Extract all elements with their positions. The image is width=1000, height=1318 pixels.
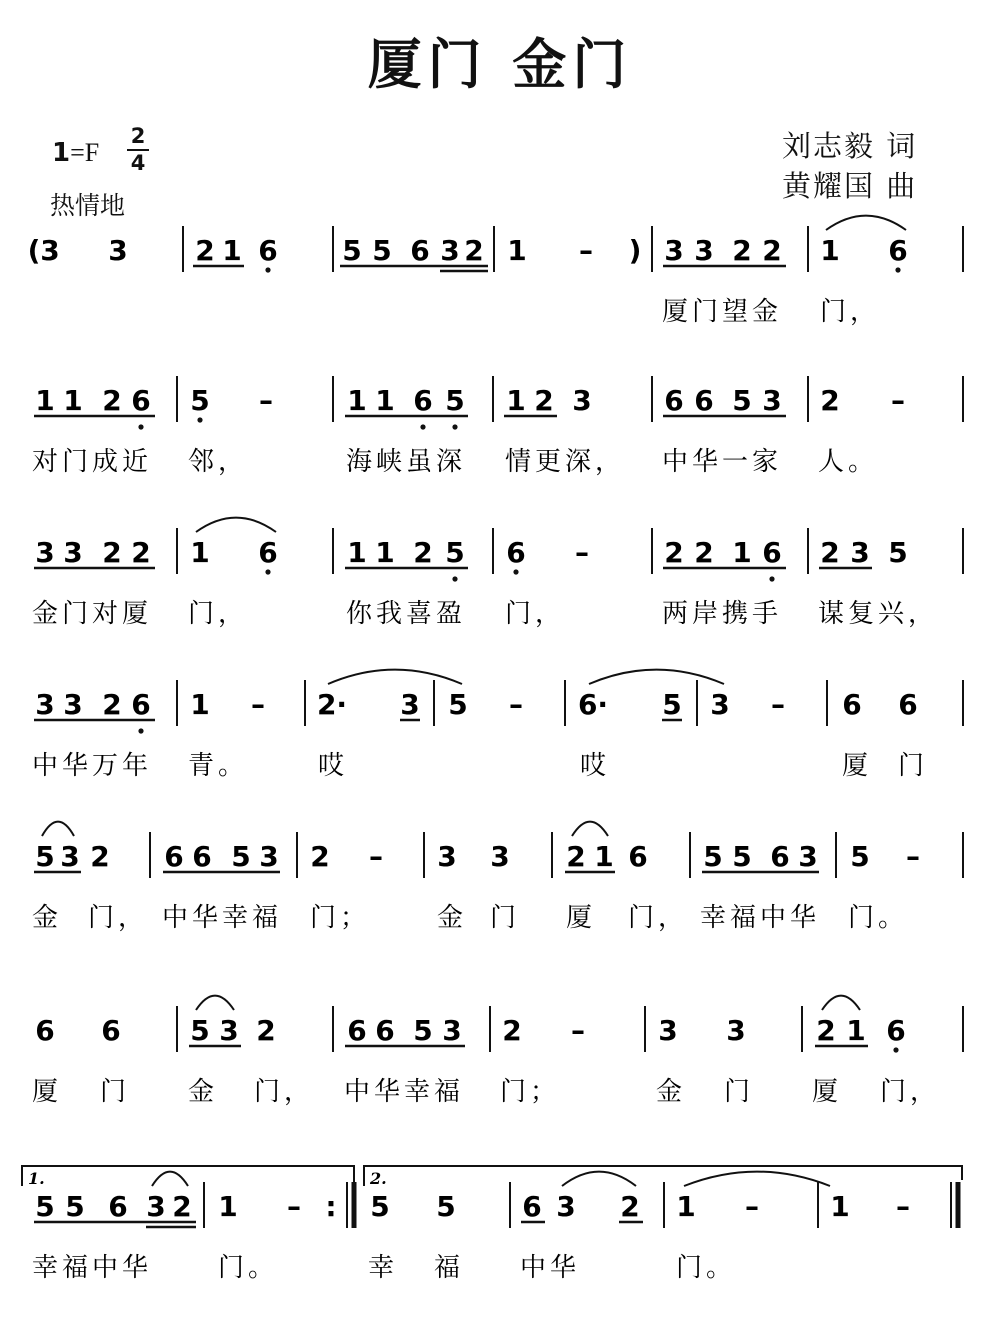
note: 6 bbox=[131, 384, 151, 417]
tie-slur bbox=[572, 822, 608, 836]
note: 6 bbox=[131, 688, 151, 721]
note: 3 bbox=[63, 688, 83, 721]
note: 1 bbox=[375, 536, 395, 569]
lyric: 门。 bbox=[848, 903, 909, 933]
note: 5 bbox=[190, 384, 210, 417]
note: 6 bbox=[664, 384, 684, 417]
note: – bbox=[571, 1014, 585, 1047]
note: 2 bbox=[534, 384, 554, 417]
note: 2 bbox=[502, 1014, 522, 1047]
note: 3 bbox=[440, 234, 460, 267]
lyric: 哎 bbox=[580, 751, 611, 781]
note: 2 bbox=[762, 234, 782, 267]
note: 1 bbox=[507, 234, 527, 267]
lyric: 厦门望金 bbox=[662, 297, 783, 327]
note: 5 bbox=[35, 840, 55, 873]
tie-slur bbox=[589, 670, 724, 684]
note: 3 bbox=[798, 840, 818, 873]
note: ) bbox=[628, 234, 642, 267]
note: 1 bbox=[676, 1190, 696, 1223]
lyric: 门， bbox=[505, 599, 566, 629]
volta-bracket bbox=[22, 1166, 354, 1186]
lyric: 门。 bbox=[676, 1253, 737, 1283]
tie-slur bbox=[826, 216, 906, 230]
low-octave-dot bbox=[197, 417, 202, 422]
note: 2 bbox=[413, 536, 433, 569]
note: 6 bbox=[258, 234, 278, 267]
note: 2 bbox=[90, 840, 110, 873]
low-octave-dot bbox=[769, 576, 774, 581]
tie-slur bbox=[196, 518, 276, 532]
note: 1 bbox=[222, 234, 242, 267]
low-octave-dot bbox=[895, 267, 900, 272]
note: 5 bbox=[370, 1190, 390, 1223]
note: 3 bbox=[572, 384, 592, 417]
note: 5 bbox=[35, 1190, 55, 1223]
low-octave-dot bbox=[138, 728, 143, 733]
note: 6 bbox=[888, 234, 908, 267]
note: 1 bbox=[846, 1014, 866, 1047]
note: 2 bbox=[102, 688, 122, 721]
note: 1 bbox=[732, 536, 752, 569]
note: 6 bbox=[108, 1190, 128, 1223]
tie-slur bbox=[196, 996, 234, 1010]
tie-slur bbox=[822, 996, 860, 1010]
note: 3 bbox=[490, 840, 510, 873]
note: 6 bbox=[258, 536, 278, 569]
low-octave-dot bbox=[420, 424, 425, 429]
note: 1 bbox=[190, 688, 210, 721]
note: 6 bbox=[842, 688, 862, 721]
note: 5 bbox=[231, 840, 251, 873]
note: 6 bbox=[347, 1014, 367, 1047]
note: 3 bbox=[762, 384, 782, 417]
note: 5 bbox=[342, 234, 362, 267]
note: 3 bbox=[694, 234, 714, 267]
note: 5 bbox=[703, 840, 723, 873]
note: 2 bbox=[102, 384, 122, 417]
note: 2 bbox=[131, 536, 151, 569]
lyric: 幸福中华 bbox=[700, 903, 821, 933]
note: 1 bbox=[830, 1190, 850, 1223]
note: 3 bbox=[658, 1014, 678, 1047]
note: 3 bbox=[63, 536, 83, 569]
lyric: 门； bbox=[500, 1077, 561, 1107]
lyric: 福 bbox=[434, 1253, 465, 1283]
note: 5 bbox=[65, 1190, 85, 1223]
note: 1 bbox=[506, 384, 526, 417]
lyric: 中华 bbox=[520, 1253, 581, 1283]
tie-slur bbox=[42, 822, 74, 836]
lyric: 门 bbox=[898, 751, 929, 781]
note: 5 bbox=[662, 688, 682, 721]
note: 2 bbox=[620, 1190, 640, 1223]
lyric: 两岸携手 bbox=[662, 599, 783, 629]
note: 3 bbox=[850, 536, 870, 569]
note: – bbox=[287, 1190, 301, 1223]
note: 3 bbox=[35, 536, 55, 569]
note: 6 bbox=[770, 840, 790, 873]
note: 1 bbox=[218, 1190, 238, 1223]
note: 6· bbox=[577, 688, 609, 721]
tie-slur bbox=[152, 1172, 188, 1186]
lyric: 厦 bbox=[842, 751, 873, 781]
note: 6 bbox=[375, 1014, 395, 1047]
note: 3 bbox=[35, 688, 55, 721]
note: 6 bbox=[35, 1014, 55, 1047]
note: 3 bbox=[437, 840, 457, 873]
note: 6 bbox=[413, 384, 433, 417]
page-title: 厦门 金门 bbox=[367, 32, 633, 96]
note: 6 bbox=[762, 536, 782, 569]
low-octave-dot bbox=[138, 424, 143, 429]
note: 5 bbox=[732, 384, 752, 417]
tie-slur bbox=[684, 1172, 830, 1186]
note: 1 bbox=[35, 384, 55, 417]
low-octave-dot bbox=[265, 267, 270, 272]
volta-label: 2. bbox=[370, 1169, 387, 1188]
note: 5 bbox=[888, 536, 908, 569]
note: 6 bbox=[522, 1190, 542, 1223]
lyric: 人。 bbox=[818, 447, 879, 477]
lyric: 谋复兴， bbox=[818, 599, 939, 629]
note: 2· bbox=[316, 688, 348, 721]
note: 3 bbox=[60, 840, 80, 873]
low-octave-dot bbox=[513, 569, 518, 574]
note: 2 bbox=[820, 536, 840, 569]
note: 1 bbox=[347, 384, 367, 417]
note: 6 bbox=[192, 840, 212, 873]
key-value: =F bbox=[70, 138, 100, 167]
note: 5 bbox=[190, 1014, 210, 1047]
key-label: 1 bbox=[52, 138, 71, 168]
note: 2 bbox=[694, 536, 714, 569]
low-octave-dot bbox=[265, 569, 270, 574]
lyric: 金 bbox=[656, 1077, 687, 1107]
note: 2 bbox=[256, 1014, 276, 1047]
note: 6 bbox=[694, 384, 714, 417]
note: 1 bbox=[594, 840, 614, 873]
note: 3 bbox=[40, 234, 60, 267]
note: 6 bbox=[628, 840, 648, 873]
note: 3 bbox=[442, 1014, 462, 1047]
note: – bbox=[896, 1190, 910, 1223]
note: 3 bbox=[664, 234, 684, 267]
note: 3 bbox=[259, 840, 279, 873]
lyric: 金 bbox=[32, 903, 63, 933]
note: – bbox=[891, 384, 905, 417]
note: 5 bbox=[413, 1014, 433, 1047]
note: 2 bbox=[566, 840, 586, 873]
note: 1 bbox=[820, 234, 840, 267]
note: 1 bbox=[190, 536, 210, 569]
note: 5 bbox=[436, 1190, 456, 1223]
note: ( bbox=[27, 234, 41, 267]
lyric: 你我喜盈 bbox=[346, 599, 467, 629]
lyric: 门。 bbox=[218, 1253, 279, 1283]
lyric: 中华幸福 bbox=[344, 1077, 465, 1107]
lyric: 金 bbox=[437, 903, 468, 933]
lyric: 哎 bbox=[318, 751, 349, 781]
note: 6 bbox=[898, 688, 918, 721]
note: 3 bbox=[219, 1014, 239, 1047]
note: 1 bbox=[63, 384, 83, 417]
lyric: 青。 bbox=[188, 751, 249, 781]
composer-credit: 黄耀国 曲 bbox=[782, 169, 918, 203]
lyric: 门， bbox=[628, 903, 689, 933]
note: : bbox=[325, 1190, 337, 1223]
time-sig-bottom: 4 bbox=[130, 151, 146, 175]
note: 6 bbox=[886, 1014, 906, 1047]
tempo-marking: 热情地 bbox=[50, 191, 126, 220]
note: 1 bbox=[347, 536, 367, 569]
note: 2 bbox=[820, 384, 840, 417]
lyric: 海峡虽深 bbox=[346, 447, 467, 477]
volta-label: 1. bbox=[28, 1169, 45, 1188]
note: 3 bbox=[726, 1014, 746, 1047]
note: 2 bbox=[816, 1014, 836, 1047]
note: 5 bbox=[448, 688, 468, 721]
low-octave-dot bbox=[452, 576, 457, 581]
lyric: 幸福中华 bbox=[32, 1253, 153, 1283]
note: 6 bbox=[164, 840, 184, 873]
lyric: 门， bbox=[188, 599, 249, 629]
note: 3 bbox=[108, 234, 128, 267]
lyric: 邻， bbox=[188, 447, 249, 477]
note: – bbox=[579, 234, 593, 267]
note: – bbox=[259, 384, 273, 417]
lyric: 厦 bbox=[812, 1077, 843, 1107]
note: 6 bbox=[101, 1014, 121, 1047]
note: 1 bbox=[375, 384, 395, 417]
note: – bbox=[251, 688, 265, 721]
note: – bbox=[906, 840, 920, 873]
lyric: 中华万年 bbox=[32, 751, 153, 781]
note: 5 bbox=[732, 840, 752, 873]
note: 3 bbox=[146, 1190, 166, 1223]
note: 5 bbox=[372, 234, 392, 267]
note: – bbox=[771, 688, 785, 721]
note: 5 bbox=[445, 384, 465, 417]
lyric: 门， bbox=[820, 297, 881, 327]
lyric: 情更深， bbox=[505, 447, 626, 477]
lyric: 中华一家 bbox=[662, 447, 783, 477]
low-octave-dot bbox=[893, 1047, 898, 1052]
note: 6 bbox=[410, 234, 430, 267]
lyric: 门 bbox=[100, 1077, 131, 1107]
note: – bbox=[745, 1190, 759, 1223]
lyric: 门； bbox=[310, 903, 371, 933]
time-sig-top: 2 bbox=[130, 124, 146, 148]
lyric: 金门对厦 bbox=[32, 599, 153, 629]
note: – bbox=[575, 536, 589, 569]
lyric: 门， bbox=[880, 1077, 941, 1107]
note: 5 bbox=[850, 840, 870, 873]
note: 5 bbox=[445, 536, 465, 569]
note: 3 bbox=[710, 688, 730, 721]
tie-slur bbox=[328, 670, 462, 684]
lyric: 门 bbox=[490, 903, 521, 933]
note: – bbox=[369, 840, 383, 873]
note: – bbox=[509, 688, 523, 721]
note: 2 bbox=[172, 1190, 192, 1223]
low-octave-dot bbox=[452, 424, 457, 429]
note: 2 bbox=[310, 840, 330, 873]
lyric: 幸 bbox=[368, 1253, 399, 1283]
note: 2 bbox=[464, 234, 484, 267]
lyric: 厦 bbox=[566, 903, 597, 933]
lyric: 门 bbox=[724, 1077, 755, 1107]
lyricist-credit: 刘志毅 词 bbox=[782, 129, 918, 163]
lyric: 门， bbox=[88, 903, 149, 933]
lyric: 厦 bbox=[32, 1077, 63, 1107]
note: 2 bbox=[195, 234, 215, 267]
note: 3 bbox=[556, 1190, 576, 1223]
note: 2 bbox=[102, 536, 122, 569]
note: 2 bbox=[664, 536, 684, 569]
lyric: 门， bbox=[254, 1077, 315, 1107]
tie-slur bbox=[562, 1172, 636, 1186]
note: 3 bbox=[400, 688, 420, 721]
lyric: 对门成近 bbox=[32, 447, 153, 477]
lyric: 金 bbox=[188, 1077, 219, 1107]
note: 6 bbox=[506, 536, 526, 569]
note: 2 bbox=[732, 234, 752, 267]
lyric: 中华幸福 bbox=[162, 903, 283, 933]
